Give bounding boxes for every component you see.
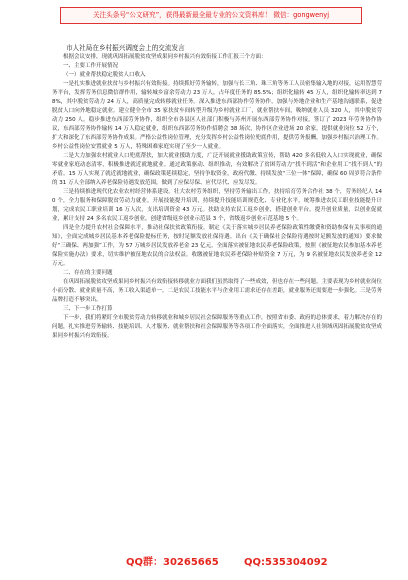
body-paragraph: 在巩固拓展脱贫攻坚成果同乡村振兴有效衔接转移就业方面我们虽然取得了一些成效，但也存在一些问题。主要表现为乡村就业岗位小而分散、就业质量不高，务工收入渠道单一。二是农民工技能水平与企业用工需求还存在差距，就业服务还需要进一步强化。三是劳务品牌打造不够突出。 xyxy=(52,279,382,303)
body-paragraph: 三是持续推进现代化农业农村经营体系建设。壮大农村劳务组织，坚持劳务输出工作，扶持培育劳务合作社 38 个，劳务经纪人 140 个，全力服务和保障脱贫劳动力就业。开展技能提升培训，持续提升技能培训规范化、专业化水平，统筹推进农民工职业技能提升计划，完成农民工职业培训 16 万人次，支出培训资金 43 万元。扶助支持农民工返乡创业，搭建创业平台，提升创业质量，以创业促就业，累计支持 24 多名农民工返乡创业，创建省级返乡创业示范县 3 个，省级返乡创业示范基地 5 个。 xyxy=(52,189,382,222)
promo-banner: 关注头条号“公文研究”，获得最新最全最专业的公文资料库！ 微信：gongwenyj xyxy=(60,7,362,24)
section-heading: （一）就业帮扶稳定脱贫人口收入 xyxy=(63,72,146,78)
footer-contact xyxy=(0,555,408,571)
body-paragraph: 四是全力提升农村社会保障水平，推动社保扶贫政策衔接。制定《关于落实城乡居民养老保险政策性缴费和资助参保有关事项的通知》，全面完成城乡居民基本养老保险提标任务，按时足额发放社保待遇。出台《关于确保社会保险待遇按时足额发放的通知》要求做好“三确保、两加强”工作，为 57 万城乡居民发放养老金 23 亿元，全面落实被征地农民养老保险政策，按照《被征地农民参加基本养老保险实施办法》要求，切实维护被征地农民的合法权益。收缴被征地农民养老保险补贴资金 7 万元，为 9 名被征地农民发放养老金 12 万元。 xyxy=(52,225,382,267)
paragraph-list xyxy=(52,53,382,341)
section-heading: 一、主要工作开展情况 xyxy=(63,63,119,69)
qq-contact-number: QQ:535304092 xyxy=(244,557,328,568)
body-paragraph: 下一步，我们将紧盯全市脱贫劳动力转移就业和城乡居民社会保障服务等重点工作，按照省市委、政府的总体要求，着力解决存在的问题，扎实推进劳务输转、技能培训、人才服务、就业帮扶和社会保障服务等各项工作全面落实，全面推进人社领域巩固拓展脱贫攻坚成果同乡村振兴有效衔接。 xyxy=(52,315,382,339)
document-body xyxy=(52,44,382,341)
section-heading: 三、下一步工作打算 xyxy=(63,306,113,312)
document-title: 市人社局在乡村振兴调度会上的交流发言 xyxy=(66,44,185,52)
body-paragraph: 根据会议安排，现就巩固拓展脱贫攻坚成果同乡村振兴有效衔接工作汇报三个方面： xyxy=(63,54,267,60)
body-paragraph: 一是扎实推进就业扶贫与乡村振兴有效衔接。持续抓好劳务输转，加强与长三角、珠三角等务工人员密集输入地的对接，运用智慧劳务平台，发挥劳务信息微信群作用，输转城乡富余劳动力 23 万人，占年度任务的 85.5%；组织化输转 45 万人，组织化输转率达到 78%，其中脱贫劳动力 24 万人，高质量完成转移就业任务。深入推进东西部协作劳务协作，加强与外地企业和生产基地沟通联系，促进脱贫人口向外地稳定就业。建立健全全市 35 家扶贫车间转型升级为乡村就业工厂，就业帮扶车间，吸纳就业人员 320 人，其中脱贫劳动力 250 人。稳步推进东西部劳务协作，组织全市各县区人社部门积极与苏州开展东西部劳务协作对接，签订了 2023 年劳务协作协议，东西部劳务协作输转 14 万人稳定就业，组织东西部劳务协作招聘会 38 场次，协作区企业进场 20 余家，提供就业岗位 52 万个，扩大和深化了东西部劳务协作成果。严格公益性岗位管理，充分发挥乡村公益性岗位兜底作用，提供劳务报酬，加强乡村振兴治理工作。乡村公益性岗位安置就业 5 万人，特殊困难家庭实现了至少一人就业。 xyxy=(52,81,382,150)
qq-group-number: QQ群：30265665 xyxy=(126,557,219,568)
section-heading: 二、存在的主要问题 xyxy=(63,270,113,276)
body-paragraph: 二是大力加强农村就业人口兜底帮扶，加大就业援助力度，广泛开展就业援助政策宣传，帮助 420 多名低收入人口实现就业，确保零就业家庭动态清零，积极推进就近就地就业。通过政策驱动、组织推动，有效解决了贫困劳动力“找不到活”和企业用工“找不到人”的矛盾。15 万人实现了就近就地就业，确保政策延续稳定，坚持争取资金，政府代缴、持续发放“三位一体”保障，确保 60 周岁符合条件的 31 万人全部纳入养老保险待遇发放范围，做到了应保尽保、应代尽代、应发尽发。 xyxy=(52,153,382,186)
